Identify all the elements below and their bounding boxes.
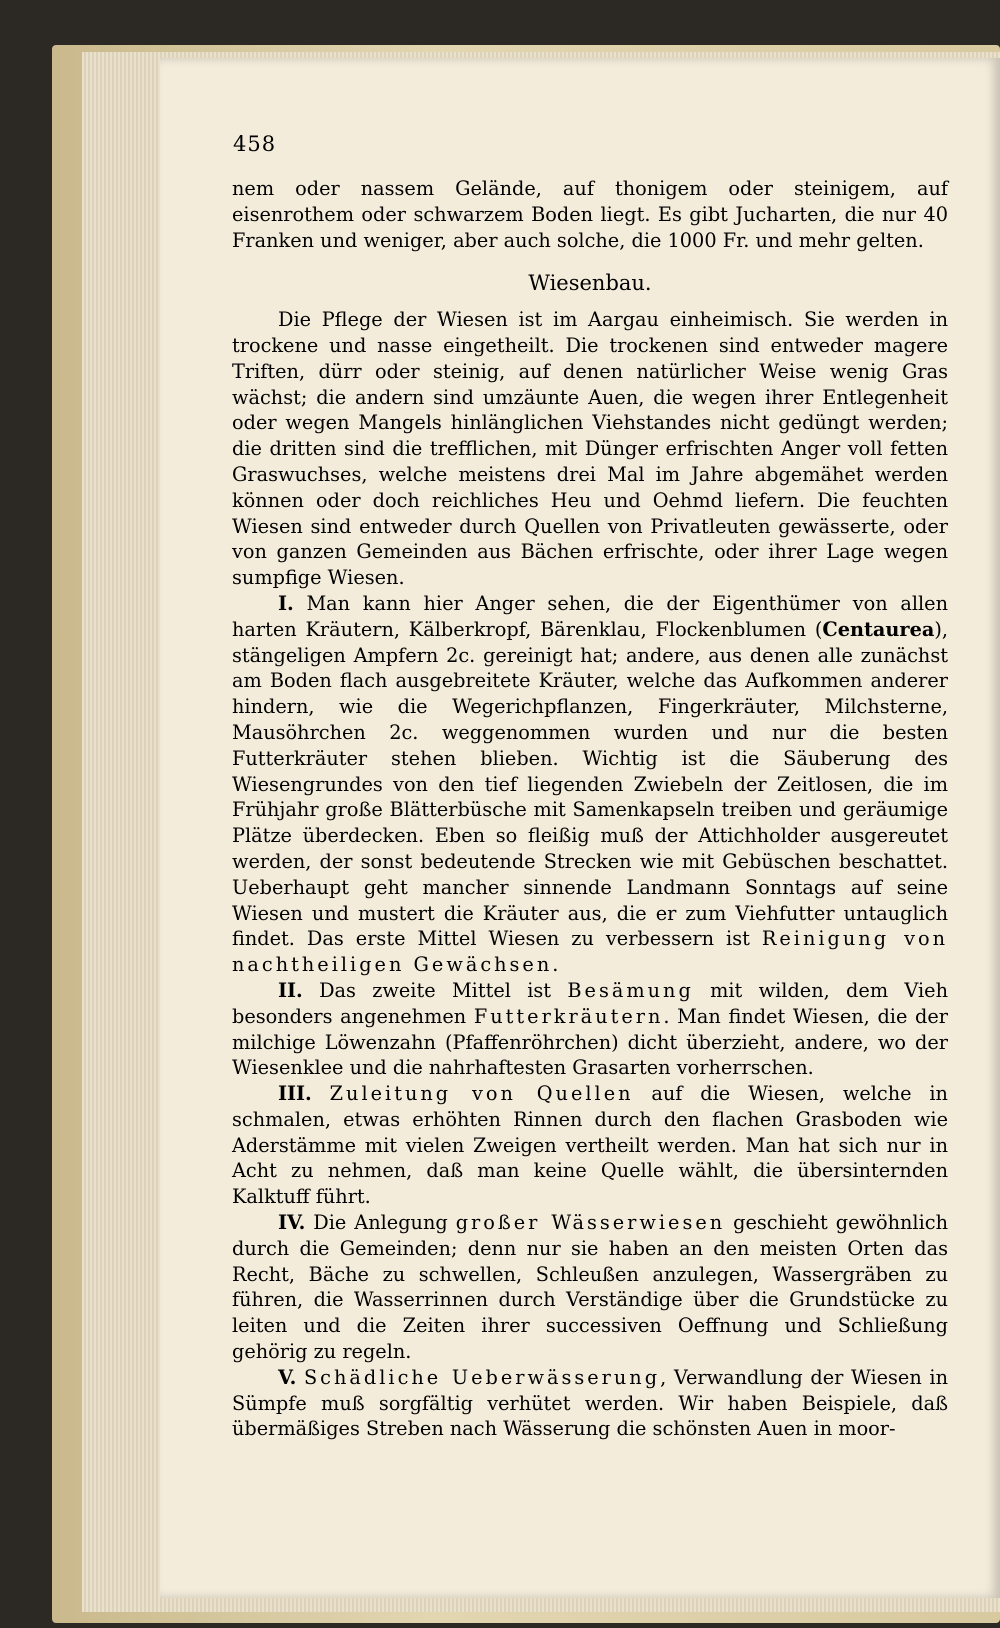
item-1-emphasis: Reinigung von nachtheiligen Gewächsen — [232, 927, 948, 977]
item-2-emphasis-1: Besämung — [567, 978, 694, 1002]
item-5 — [232, 1365, 948, 1442]
page-text — [232, 176, 948, 1442]
item-2 — [232, 978, 948, 1081]
item-1-text-b: ), stängeligen Ampfern 2c. gereinigt hat; andere, aus denen alle zunächst am Boden flach ausgebreitete Kräuter, welche das Aufkommen anderer hindern, wie die Wegerichpflanzen, Fingerkräuter, Milchsterne, Mausöhrchen 2c. weggenommen wurden und nur die besten Futterkräuter stehen blieben. Wichtig ist die Säuberung des Wiesengrundes von den tief liegenden Zwiebeln der Zeitlosen, die im Frühjahr große Blätterbüsche mit Samenkapseln treiben und geräumige Plätze überdecken. Eben so fleißig muß der Attichholder ausgereutet werden, der sonst bedeutende Strecken wie mit Gebüschen beschattet. Ueberhaupt geht mancher sinnende Landmann Sonntags auf seine Wiesen und mustert die Kräuter aus, die er zum Viehfutter untauglich findet. Das erste Mittel Wiesen zu verbessern ist — [232, 617, 948, 951]
item-4-number: IV. — [278, 1211, 306, 1235]
item-1-end: . — [552, 953, 559, 977]
item-2-text-b: mit wilden, dem Vieh besonders angenehmen — [232, 978, 948, 1028]
intro-paragraph: nem oder nassem Gelände, auf thonigem oder steinigem, auf eisenrothem oder schwarzem Boden liegt. Es gibt Jucharten, die nur 40 Franken und weniger, aber auch solche, die 1000 Fr. und mehr gelten. — [232, 177, 948, 252]
item-5-number: V. — [278, 1365, 297, 1389]
item-4-text-a: Die Anlegung — [313, 1211, 456, 1235]
item-3-emphasis: Zuleitung von Quellen — [329, 1082, 634, 1106]
item-4 — [232, 1210, 948, 1365]
item-3-text: auf die Wiesen, welche in schmalen, etwas erhöhten Rinnen durch den flachen Grasboden wie Aderstämme mit vielen Zweigen vertheilt werden. Man hat sich nur in Acht zu nehmen, daß man keine Quelle wählt, die übersinternden Kalktuff führt. — [232, 1082, 948, 1209]
item-3 — [232, 1081, 948, 1210]
item-4-text-b: geschieht gewöhnlich durch die Gemeinden; denn nur sie haben an den meisten Orten das Recht, Bäche zu schwellen, Schleußen anzulegen, Wassergräben zu führen, die Wasserrinnen durch Verständige über die Grundstücke zu leiten und die Zeiten ihrer successiven Oeffnung und Schließung gehörig zu regeln. — [232, 1211, 948, 1364]
item-1-text-a: Man kann hier Anger sehen, die der Eigenthümer von allen harten Kräutern, Kälberkropf, Bärenklau, Flockenblumen ( — [232, 591, 948, 641]
item-2-text-c: . Man findet Wiesen, die der milchige Löwenzahn (Pfaffenröhrchen) dicht überzieht, andere, wo der Wiesenklee und die nahrhaftesten Grasarten vorherrschen. — [232, 1004, 948, 1080]
item-2-number: II. — [278, 978, 303, 1002]
page-number: 458 — [233, 132, 277, 156]
item-5-text: , Verwandlung der Wiesen in Sümpfe muß sorgfältig verhütet werden. Wir haben Beispiele, daß übermäßiges Streben nach Wässerung die schönsten Auen in moor- — [232, 1365, 948, 1441]
item-1 — [232, 591, 948, 978]
item-1-number: I. — [278, 591, 294, 615]
section-heading: Wiesenbau. — [528, 271, 652, 296]
item-2-emphasis-2: Futterkräutern — [473, 1004, 664, 1028]
item-4-emphasis: großer Wässerwiesen — [455, 1211, 726, 1235]
paragraph-meadows: Die Pflege der Wiesen ist im Aargau einheimisch. Sie werden in trockene und nasse eingetheilt. Die trockenen sind entweder magere Triften, dürr oder steinig, auf denen natürlicher Weise wenig Gras wächst; die andern sind umzäunte Auen, die wegen ihrer Entlegenheit oder wegen Mangels hinlänglichen Viehstandes nicht gedüngt werden; die dritten sind die trefflichen, mit Dünger erfrischten Anger voll fetten Graswuchses, welche meistens drei Mal im Jahre abgemähet werden können oder doch reichliches Heu und Oehmd liefern. Die feuchten Wiesen sind entweder durch Quellen von Privatleuten gewässerte, oder von ganzen Gemeinden aus Bächen erfrischte, oder ihrer Lage wegen sumpfige Wiesen. — [232, 308, 948, 590]
item-2-text-a: Das zweite Mittel ist — [319, 978, 568, 1002]
item-5-emphasis: Schädliche Ueberwässerung — [303, 1365, 661, 1389]
item-1-latin: Centaurea — [822, 617, 935, 641]
item-3-number: III. — [278, 1082, 312, 1106]
